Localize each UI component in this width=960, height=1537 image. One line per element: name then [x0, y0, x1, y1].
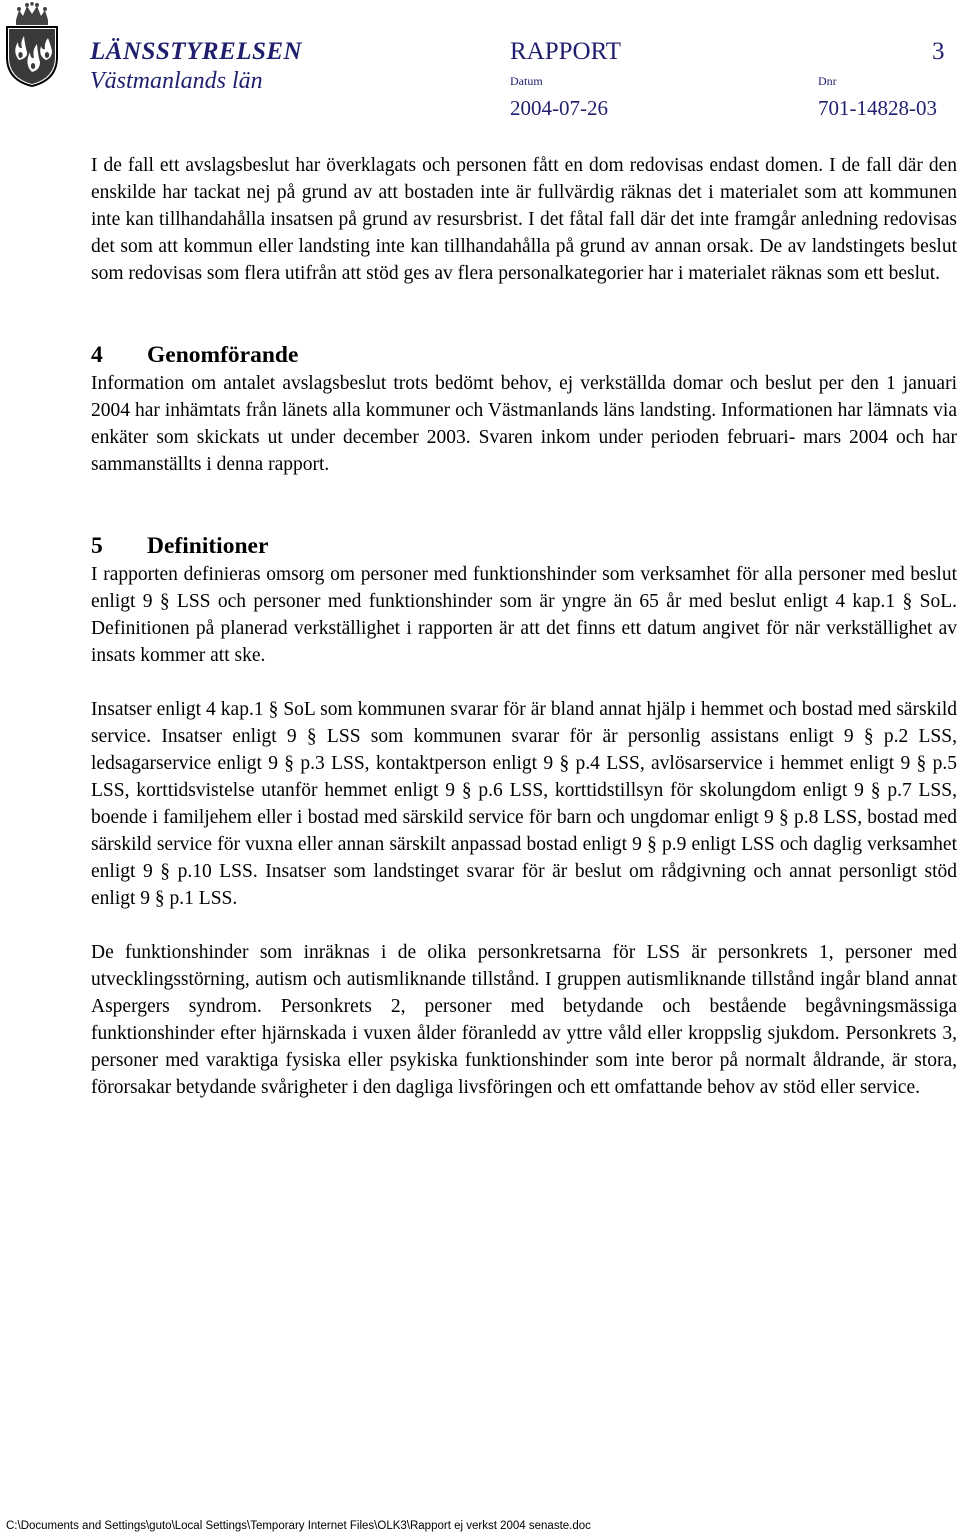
section-5-title: Definitioner [147, 533, 269, 559]
dnr-value: 701-14828-03 [818, 96, 937, 120]
dnr-label: Dnr [818, 74, 837, 88]
section-4-title: Genomförande [147, 342, 299, 368]
page-number: 3 [932, 38, 945, 65]
section-5-paragraph-2: Insatser enligt 4 kap.1 § SoL som kommunen svarar för är bland annat hjälp i hemmet och bostad med särskild service. Insatser enligt 9 § LSS som kommunen svarar för är personlig assistans enligt 9 § p.2 LSS, ledsagarservice enligt 9 § p.3 LSS, kontaktperson enligt 9 § p.4 LSS, avlösarservice i hemmet enligt 9 § p.5 LSS, korttidsvistelse utanför hemmet enligt 9 § p.6 LSS, korttidstillsyn för skolungdom enligt 9 § p.7 LSS, boende i familjehem eller i bostad med särskild service för barn och ungdomar enligt 9 § p.8 LSS, bostad med särskild service för vuxna eller annan särskilt anpassad bostad enligt 9 § p.9 enligt LSS och daglig verksamhet enligt 9 § p.10 LSS. Insatser som landstinget svarar för är beslut om rådgivning och annat personligt stöd enligt 9 § p.1 LSS. [91, 699, 957, 909]
section-4-heading [91, 340, 957, 370]
section-4-number: 4 [91, 342, 103, 368]
document-type: RAPPORT [510, 38, 622, 65]
document-body [91, 152, 957, 1101]
organization-county: Västmanlands län [90, 68, 263, 94]
footer-file-path: C:\Documents and Settings\guto\Local Settings\Temporary Internet Files\OLK3\Rapport ej verkst 2004 senaste.doc [6, 1520, 591, 1532]
section-4-paragraph: Information om antalet avslagsbeslut trots bedömt behov, ej verkställda domar och beslut per den 1 januari 2004 har inhämtats från länets alla kommuner och Västmanlands läns landsting. Informationen har lämnats via enkäter som skickats ut under december 2003. Svaren inkom under perioden februari- mars 2004 och har sammanställts i denna rapport. [91, 373, 957, 475]
date-value: 2004-07-26 [510, 96, 608, 120]
section-5-paragraph-1: I rapporten definieras omsorg om personer med funktionshinder som verksamhet för alla personer med beslut enligt 9 § LSS och personer med funktionshinder som är yngre än 65 år med beslut enligt 4 kap.1 § SoL. Definitionen på planerad verkställighet i rapporten är att det finns ett datum angivet för när verkställighet av insats kommer att ske. [91, 564, 957, 666]
organization-name: LÄNSSTYRELSEN [90, 38, 303, 65]
coat-of-arms-logo-icon [2, 2, 62, 88]
section-5-paragraph-3: De funktionshinder som inräknas i de olika personkretsarna för LSS är personkrets 1, personer med utvecklingsstörning, autism och autismliknande tillstånd. I gruppen autismliknande tillstånd ingår bland annat Aspergers syndrom. Personkrets 2, personer med betydande och bestående begåvningsmässiga funktionshinder efter hjärnskada i vuxen ålder föranledd av yttre våld eller kroppslig sjukdom. Personkrets 3, personer med varaktiga fysiska eller psykiska funktionshinder som inte beror på normalt åldrande, är stora, förorsakar betydande svårigheter i den dagliga livsföringen och ett omfattande behov av stöd eller service. [91, 942, 957, 1098]
section-5-heading [91, 531, 957, 561]
date-label: Datum [510, 74, 543, 88]
intro-paragraph: I de fall ett avslagsbeslut har överklagats och personen fått en dom redovisas endast domen. I de fall där den enskilde har tackat nej på grund av att bostaden inte är fullvärdig räknas det i materialet som att kommunen inte kan tillhandahålla insatsen på grund av resursbrist. I det fåtal fall där det inte framgår anledning redovisas det som att kommun eller landsting inte kan tillhandahålla på grund av annan orsak. De av landstingets beslut som redovisas som flera utifrån att stöd ges av flera personalkategorier har i materialet räknas som ett beslut. [91, 155, 957, 284]
section-5-number: 5 [91, 533, 103, 559]
